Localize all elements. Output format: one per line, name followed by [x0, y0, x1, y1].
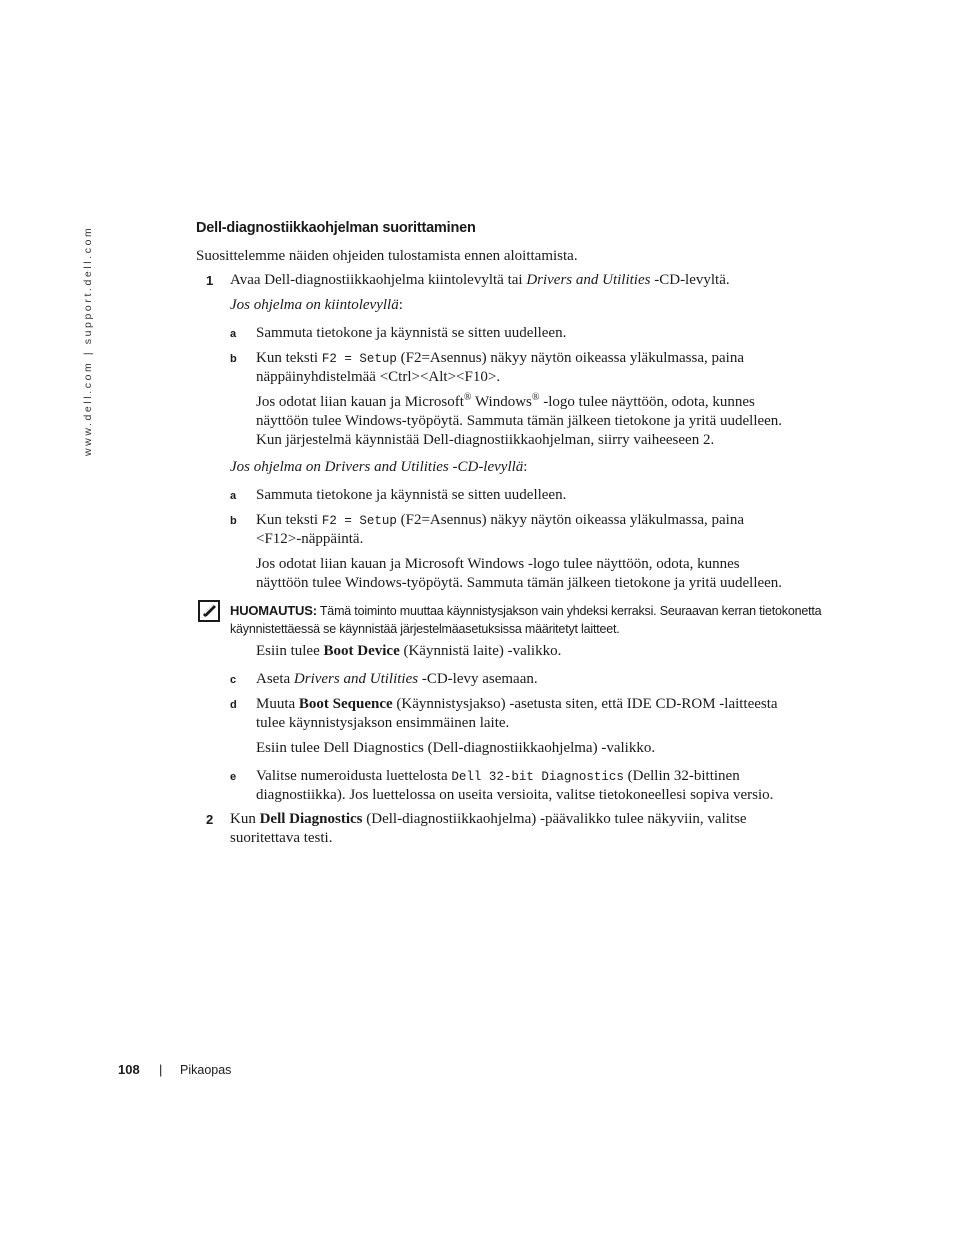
cd-step-b-line2: <F12>-näppäintä. — [256, 531, 364, 547]
page-number: 108 — [118, 1062, 140, 1077]
cd-step-d-pre: Muuta — [256, 696, 299, 712]
cd-step-c-letter: c — [230, 674, 237, 686]
cd-step-e-post: (Dellin 32-bittinen — [623, 768, 740, 784]
step-1-text — [230, 271, 730, 290]
step-2-bold: Dell Diagnostics — [259, 811, 363, 827]
hdd-step-b-pre: Kun teksti — [256, 350, 322, 366]
cd-heading-text: Jos ohjelma on Drivers and Utilities -CD-levyllä — [230, 459, 524, 475]
cd-step-b-code: F2 = Setup — [321, 514, 397, 528]
boot-device-pre: Esiin tulee — [256, 643, 324, 659]
note-label: HUOMAUTUS: — [230, 603, 317, 618]
cd-step-d-letter: d — [230, 699, 237, 711]
registered-mark-2: ® — [531, 392, 540, 403]
step-1-number: 1 — [206, 273, 214, 288]
cd-step-c-italic: Drivers and Utilities — [293, 671, 419, 687]
cd-step-b-post: (F2=Asennus) näkyy näytön oikeassa yläkulmassa, paina — [396, 512, 744, 528]
cd-step-e-pre: Valitse numeroidusta luettelosta — [256, 768, 452, 784]
step-2-pre: Kun — [230, 811, 260, 827]
section-title: Dell-diagnostiikkaohjelman suorittaminen — [196, 220, 476, 236]
cd-step-e-line2: diagnostiikka). Jos luettelossa on useita versioita, valitse tietokoneellesi sopiva versio. — [256, 787, 774, 803]
cd-heading-suffix: : — [523, 459, 528, 475]
hdd-step-a-letter: a — [230, 328, 237, 340]
step-2-number: 2 — [206, 812, 214, 827]
cd-step-b-p2-line2: näyttöön tulee Windows-työpöytä. Sammuta tämän jälkeen tietokone ja yritä uudelleen. — [256, 575, 783, 591]
hdd-step-b-p2-line3: Kun järjestelmä käynnistää Dell-diagnostiikkaohjelman, siirry vaiheeseen 2. — [256, 432, 715, 448]
hdd-step-b-code: F2 = Setup — [321, 352, 397, 366]
hdd-step-b-line1 — [256, 349, 744, 369]
step-2-post: (Dell-diagnostiikkaohjelma) -päävalikko tulee näkyviin, valitse — [362, 811, 747, 827]
cd-step-a-letter: a — [230, 490, 237, 502]
footer-separator: | — [159, 1062, 163, 1077]
hdd-p2-pre: Jos odotat liian kauan ja Microsoft — [256, 394, 464, 410]
hdd-step-b-p2-line2: näyttöön tulee Windows-työpöytä. Sammuta tämän jälkeen tietokone ja yritä uudelleen. — [256, 413, 783, 429]
hdd-heading — [230, 296, 403, 315]
boot-device-post: (Käynnistä laite) -valikko. — [399, 643, 562, 659]
note-text — [230, 602, 830, 638]
boot-device-bold: Boot Device — [323, 643, 400, 659]
cd-step-d-line1 — [256, 695, 778, 714]
registered-mark-1: ® — [463, 392, 472, 403]
boot-device-text — [256, 642, 561, 661]
cd-step-b-pre: Kun teksti — [256, 512, 322, 528]
cd-step-e-line1 — [256, 767, 740, 787]
cd-step-b-letter: b — [230, 515, 237, 527]
step-1-text-b: -CD-levyltä. — [650, 272, 730, 288]
cd-step-e-code: Dell 32-bit Diagnostics — [451, 770, 624, 784]
step-2-line2: suoritettava testi. — [230, 830, 333, 846]
hdd-heading-suffix: : — [398, 297, 403, 313]
cd-step-d-line2: tulee käynnistysjakson ensimmäinen laite. — [256, 715, 510, 731]
cd-step-c-text — [256, 670, 538, 689]
cd-step-a-text: Sammuta tietokone ja käynnistä se sitten uudelleen. — [256, 487, 567, 503]
cd-step-d-bold: Boot Sequence — [298, 696, 393, 712]
hdd-p2-post: -logo tulee näyttöön, odota, kunnes — [539, 394, 755, 410]
cd-step-c-post: -CD-levy asemaan. — [418, 671, 538, 687]
cd-step-d-p2: Esiin tulee Dell Diagnostics (Dell-diagnostiikkaohjelma) -valikko. — [256, 740, 656, 756]
cd-step-e-letter: e — [230, 771, 237, 783]
hdd-step-b-post: (F2=Asennus) näkyy näytön oikeassa yläkulmassa, paina — [396, 350, 744, 366]
cd-step-d-post: (Käynnistysjakso) -asetusta siten, että IDE CD-ROM -laitteesta — [392, 696, 778, 712]
step-1-text-italic: Drivers and Utilities — [526, 272, 651, 288]
cd-step-b-line1 — [256, 511, 744, 531]
hdd-step-a-text: Sammuta tietokone ja käynnistä se sitten uudelleen. — [256, 325, 567, 341]
step-1-text-a: Avaa Dell-diagnostiikkaohjelma kiintolevyltä tai — [230, 272, 527, 288]
hdd-step-b-letter: b — [230, 353, 237, 365]
hdd-step-b-line2: näppäinyhdistelmää <Ctrl><Alt><F10>. — [256, 369, 501, 385]
sidebar-url-text: www.dell.com | support.dell.com — [82, 225, 94, 456]
hdd-p2-windows: Windows — [471, 394, 532, 410]
cd-step-b-p2-line1: Jos odotat liian kauan ja Microsoft Windows -logo tulee näyttöön, odota, kunnes — [256, 556, 740, 572]
hdd-heading-text: Jos ohjelma on kiintolevyllä — [230, 297, 399, 313]
hdd-step-b-p2-line1 — [256, 393, 755, 412]
sidebar-url — [78, 222, 100, 462]
footer-title: Pikaopas — [180, 1063, 232, 1077]
note-body: Tämä toiminto muuttaa käynnistysjakson vain yhdeksi kerraksi. Seuraavan kerran tietokonetta käynnistettäessä se käynnistää järjestelmäasetuksissa määritetyt laitteet. — [230, 604, 822, 636]
step-2-line1 — [230, 810, 747, 829]
cd-step-c-pre: Aseta — [256, 671, 294, 687]
cd-heading — [230, 458, 527, 477]
intro-text: Suosittelemme näiden ohjeiden tulostamista ennen aloittamista. — [196, 248, 578, 264]
note-pencil-icon — [198, 600, 220, 622]
